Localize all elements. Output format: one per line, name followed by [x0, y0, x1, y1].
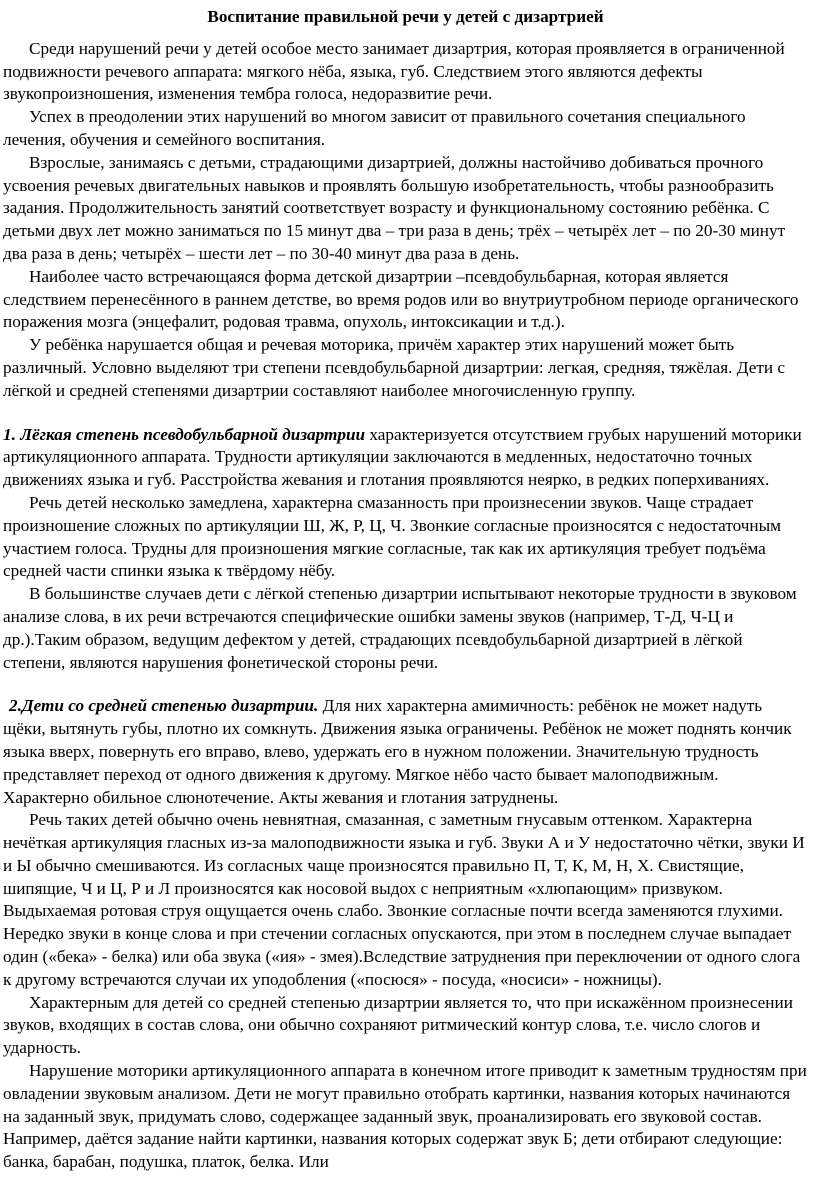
paragraph-adults: Взрослые, занимаясь с детьми, страдающими дизартрией, должны настойчиво добиваться прочного усвоения речевых двигательных навыков и проявлять большую изобретательность, чтобы разнообразить задания. Продолжительность занятий соответствует возрасту и функциональному состоянию ребёнка. С детьми двух лет можно заниматься по 15 минут два – три раза в день; трёх – четырёх лет – по 20-30 минут два раза в день; четырёх – шести лет – по 30-40 минут два раза в день.: [3, 152, 786, 263]
paragraph-moderate-speech: Речь таких детей обычно очень невнятная, смазанная, с заметным гнусавым оттенком. Характерна нечёткая артикуляция гласных из-за малоподвижности языка и губ. Звуки А и У недостаточно чётки, звуки И и Ы обычно смешиваются. Из согласных чаще произносятся правильно П, Т, К, М, Н, Х. Свистящие, шипящие, Ч и Ц, Р и Л произносятся как носовой выдох с неприятным «хлюпающим» призвуком. Выдыхаемая ротовая струя ощущается очень слабо. Звонкие согласные почти всегда заменяются глухими. Нередко звуки в конце слова и при стечении согласных опускаются, при этом в последнем случае выпадает один («бека» - белка) или оба звука («ия» - змея).Вследствие затруднения при переключении от одного слога к другому встречаются случаи их уподобления («посюся» - посуда, «носиси» - ножницы).: [3, 810, 805, 989]
paragraph-intro: Среди нарушений речи у детей особое место занимает дизартрия, которая проявляется в ограниченной подвижности речевого аппарата: мягкого нёба, языка, губ. Следствием этого являются дефекты звукопроизношения, изменения тембра голоса, недоразвитие речи.: [3, 38, 785, 104]
section-mild-text: характеризуется отсутствием грубых нарушений моторики артикуляционного аппарата. Трудности артикуляции заключаются в медленных, недостаточно точных движениях языка и губ. Расстройства жевания и глотания проявляются неярко, в редких поперхиваниях.: [3, 424, 802, 490]
section-moderate-heading: 2.Дети со средней степенью дизартрии.: [9, 696, 319, 716]
paragraph-degrees: У ребёнка нарушается общая и речевая моторика, причём характер этих нарушений может быть различный. Условно выделяют три степени псевдобульбарной дизартрии: легкая, средняя, тяжёлая. Дети с лёгкой и средней степенями дизартрии составляют наиболее многочисленную группу.: [3, 335, 785, 400]
section-mild-heading: 1. Лёгкая степень псевдобульбарной дизартрии: [3, 424, 366, 444]
section-moderate-text: Для них характерна амимичность: ребёнок не может надуть щёки, вытянуть губы, плотно их сомкнуть. Движения языка ограничены. Ребёнок не может поднять кончик языка вверх, повернуть его вправо, влево, удержать его в нужном положении. Значительную трудность представляет переход от одного движения к другому. Мягкое нёбо часто бывает малоподвижным. Характерно обильное слюнотечение. Акты жевания и глотания затруднены.: [3, 696, 792, 807]
paragraph-mild-speech: Речь детей несколько замедлена, характерна смазанность при произнесении звуков. Чаще страдает произношение сложных по артикуляции Ш, Ж, Р, Ц, Ч. Звонкие согласные произносятся с недостаточным участием голоса. Трудны для произношения мягкие согласные, так как их артикуляция требует подъёма средней части спинки языка к твёрдому нёбу.: [3, 492, 782, 581]
section-mild-degree: [3, 424, 808, 492]
paragraph-mild-analysis: В большинстве случаев дети с лёгкой степенью дизартрии испытывают некоторые трудности в звуковом анализе слова, в их речи встречаются специфические ошибки замены звуков (например, Т-Д, Ч-Ц и др.).Таким образом, ведущим дефектом у детей, страдающих псевдобульбарной дизартрией в лёгкой степени, являются нарушения фонетической стороны речи.: [3, 584, 797, 672]
section-moderate-degree: [3, 695, 808, 809]
paragraph-moderate-rhythm: Характерным для детей со средней степенью дизартрии является то, что при искажённом произнесении звуков, входящих в состав слова, они обычно сохраняют ритмический контур слова, т.е. число слогов и ударность.: [3, 992, 793, 1058]
document-title: Воспитание правильной речи у детей с дизартрией: [207, 7, 604, 26]
paragraph-common-form: Наиболее часто встречающаяся форма детской дизартрии –псевдобульбарная, которая является следствием перенесённого в раннем детстве, во время родов или во внутриутробном периоде органического поражения мозга (энцефалит, родовая травма, опухоль, интоксикации и т.д.).: [3, 266, 799, 332]
paragraph-success: Успех в преодолении этих нарушений во многом зависит от правильного сочетания специального лечения, обучения и семейного воспитания.: [3, 107, 746, 149]
paragraph-moderate-analysis: Нарушение моторики артикуляционного аппарата в конечном итоге приводит к заметным трудностям при овладении звуковым анализом. Дети не могут правильно отобрать картинки, названия которых начинаются на заданный звук, придумать слово, содержащее заданный звук, проанализировать его звуковой состав. Например, даётся задание найти картинки, названия которых содержат звук Б; дети отбирают следующие: банка, барабан, подушка, платок, белка. Или: [3, 1061, 807, 1172]
